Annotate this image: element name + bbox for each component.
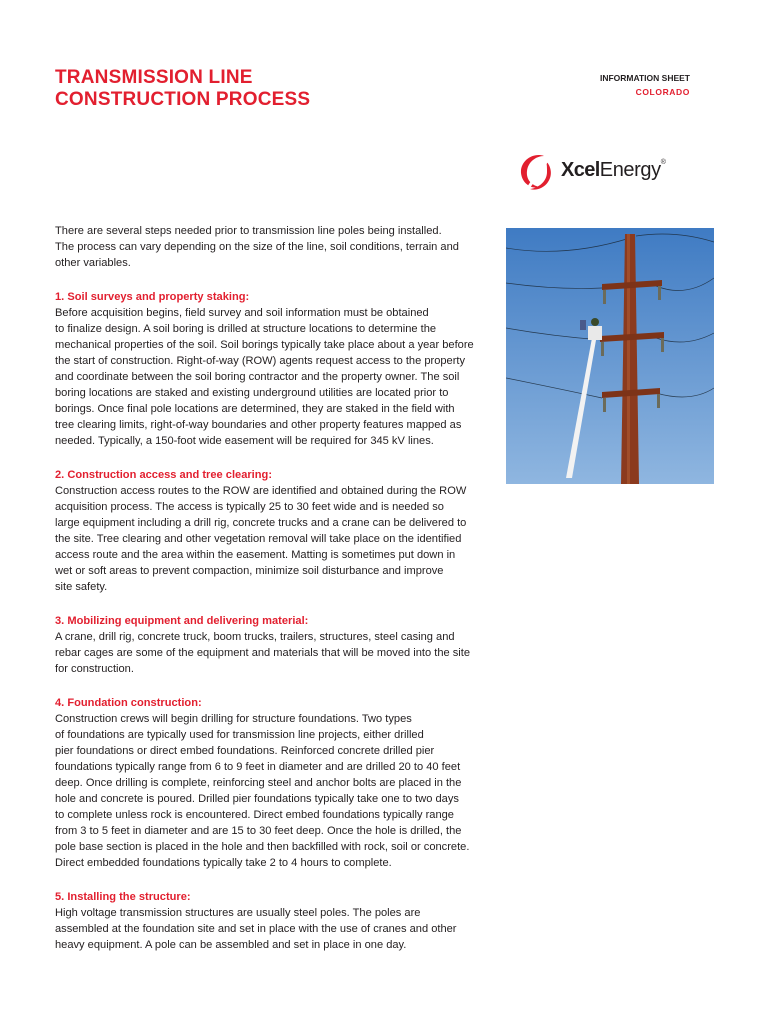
xcel-swirl-icon bbox=[517, 153, 557, 191]
body-line: A crane, drill rig, concrete truck, boom trucks, trailers, structures, steel casing and bbox=[55, 631, 455, 643]
body-line: wet or soft areas to prevent compaction, minimize soil disturbance and improve bbox=[55, 565, 444, 577]
body-line: borings. Once final pole locations are determined, they are staked in the field with bbox=[55, 403, 455, 415]
intro-paragraph bbox=[55, 223, 495, 271]
body-line: hole and concrete is poured. Drilled pier foundations typically take one to two days bbox=[55, 793, 459, 805]
logo-registered-mark: ® bbox=[660, 159, 666, 166]
body-line: tree clearing limits, right-of-way boundaries and other property features mapped as bbox=[55, 419, 462, 431]
logo-text-bold: Xcel bbox=[561, 159, 600, 181]
body-line: Construction crews will begin drilling for structure foundations. Two types bbox=[55, 713, 412, 725]
section-body bbox=[55, 629, 495, 677]
section-body bbox=[55, 905, 495, 953]
section-installing-structure bbox=[55, 889, 495, 953]
body-line: acquisition process. The access is typically 25 to 30 feet wide and is needed so bbox=[55, 501, 444, 513]
intro-line: other variables. bbox=[55, 257, 131, 269]
body-line: to finalize design. A soil boring is drilled at structure locations to determine the bbox=[55, 323, 437, 335]
section-heading: 3. Mobilizing equipment and delivering material: bbox=[55, 615, 309, 627]
state-label: COLORADO bbox=[635, 87, 690, 97]
body-line: needed. Typically, a 150-foot wide easement will be required for 345 kV lines. bbox=[55, 435, 434, 447]
body-line: pier foundations or direct embed foundations. Reinforced concrete drilled pier bbox=[55, 745, 435, 757]
body-line: the start of construction. Right-of-way (ROW) agents request access to the property bbox=[55, 355, 466, 367]
transmission-pole-illustration bbox=[506, 228, 714, 484]
intro-line: There are several steps needed prior to transmission line poles being installed. bbox=[55, 225, 442, 237]
body-line: High voltage transmission structures are usually steel poles. The poles are bbox=[55, 907, 421, 919]
body-line: deep. Once drilling is complete, reinforcing steel and anchor bolts are placed in the bbox=[55, 777, 462, 789]
body-line: to complete unless rock is encountered. Direct embed foundations typically range bbox=[55, 809, 454, 821]
body-line: for construction. bbox=[55, 663, 134, 675]
info-sheet-label: INFORMATION SHEET bbox=[599, 73, 690, 83]
section-body bbox=[55, 711, 495, 871]
body-line: from 3 to 5 feet in diameter and are 15 to 30 feet deep. Once the hole is drilled, the bbox=[55, 825, 462, 837]
page-title-line-1: TRANSMISSION LINE bbox=[55, 67, 253, 88]
body-line: assembled at the foundation site and set in place with the use of cranes and other bbox=[55, 923, 457, 935]
intro-line: The process can vary depending on the size of the line, soil conditions, terrain and bbox=[55, 241, 459, 253]
body-line: Before acquisition begins, field survey and soil information must be obtained bbox=[55, 307, 429, 319]
body-line: rebar cages are some of the equipment and materials that will be moved into the site bbox=[55, 647, 471, 659]
body-line: mechanical properties of the soil. Soil borings typically take place about a year before bbox=[55, 339, 474, 351]
body-line: Direct embedded foundations typically take 2 to 4 hours to complete. bbox=[55, 857, 392, 869]
section-body bbox=[55, 483, 495, 595]
transmission-pole-photo bbox=[506, 228, 714, 484]
xcel-energy-logo bbox=[517, 153, 697, 191]
logo-text-regular: Energy bbox=[599, 159, 661, 181]
body-content bbox=[55, 223, 495, 971]
section-heading: 1. Soil surveys and property staking: bbox=[55, 291, 250, 303]
body-line: site safety. bbox=[55, 581, 108, 593]
section-soil-surveys bbox=[55, 289, 495, 449]
info-block bbox=[600, 71, 690, 99]
section-construction-access bbox=[55, 467, 495, 595]
page-title-line-2: CONSTRUCTION PROCESS bbox=[55, 89, 311, 110]
body-line: the site. Tree clearing and other vegetation removal will take place on the identified bbox=[55, 533, 462, 545]
section-mobilizing-equipment bbox=[55, 613, 495, 677]
section-heading: 5. Installing the structure: bbox=[55, 891, 191, 903]
body-line: boring locations are staked and existing underground utilities are located prior to bbox=[55, 387, 449, 399]
body-line: Construction access routes to the ROW are identified and obtained during the ROW bbox=[55, 485, 467, 497]
body-line: of foundations are typically used for transmission line projects, either drilled bbox=[55, 729, 424, 741]
body-line: large equipment including a drill rig, concrete trucks and a crane can be delivered to bbox=[55, 517, 467, 529]
logo-wordmark bbox=[561, 159, 666, 182]
body-line: pole base section is placed in the hole and then backfilled with rock, soil or concrete. bbox=[55, 841, 470, 853]
section-body bbox=[55, 305, 495, 449]
section-heading: 2. Construction access and tree clearing: bbox=[55, 469, 273, 481]
section-foundation-construction bbox=[55, 695, 495, 871]
body-line: foundations typically range from 6 to 9 feet in diameter and are drilled 20 to 40 feet bbox=[55, 761, 461, 773]
body-line: access route and the area within the easement. Matting is sometimes put down in bbox=[55, 549, 456, 561]
page-title bbox=[55, 67, 310, 111]
body-line: heavy equipment. A pole can be assembled and set in place in one day. bbox=[55, 939, 407, 951]
section-heading: 4. Foundation construction: bbox=[55, 697, 202, 709]
body-line: and coordinate between the soil boring contractor and the property owner. The soil bbox=[55, 371, 460, 383]
